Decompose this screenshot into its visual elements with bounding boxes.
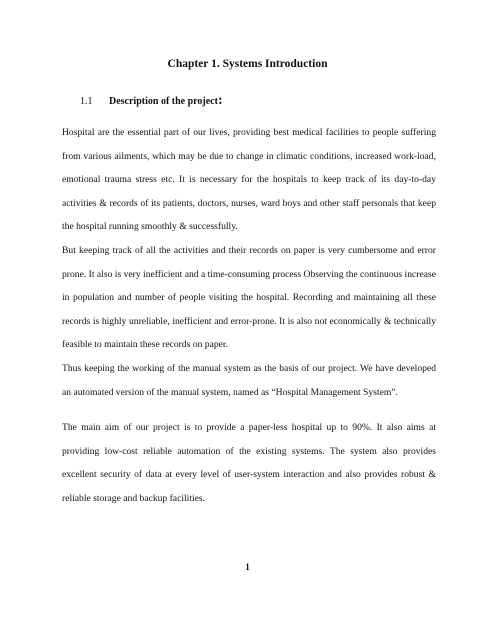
- section-title: Description of the project: [109, 96, 218, 107]
- paragraph-introduction: Hospital are the essential part of our lives, providing best medical facilities to people suffering from various ailments, which may be due to change in climatic conditions, increased work-load, emotional trauma stress etc. It is necessary for the hospitals to keep track of its day-to-day activities & records of its patients, doctors, nurses, ward boys and other staff personals that keep the hospital running smoothly & successfully.: [62, 127, 436, 232]
- section-number: 1.1: [80, 96, 93, 107]
- paragraph-main-aim: The main aim of our project is to provide a paper-less hospital up to 90%. It also aims at providing low-cost reliable automation of the existing systems. The system also provides excellent security of data at every level of user-system interaction and also provides robust & reliable storage and backup facilities.: [62, 422, 436, 504]
- paragraph-automation: Thus keeping the working of the manual system as the basis of our project. We have developed an automated version of the manual system, named as “Hospital Management System”.: [62, 363, 436, 398]
- chapter-title: Chapter 1. Systems Introduction: [167, 58, 328, 70]
- section-heading: [80, 93, 223, 108]
- section-colon: :: [217, 93, 223, 108]
- paragraph-paper-records: But keeping track of all the activities and their records on paper is very cumbersome and error prone. It also is very inefficient and a time-consuming process Observing the continuous increase in population and number of people visiting the hospital. Recording and maintaining all these records is highly unreliable, inefficient and error-prone. It is also not economically & technically feasible to maintain these records on paper.: [62, 245, 436, 350]
- page-number: 1: [245, 562, 250, 572]
